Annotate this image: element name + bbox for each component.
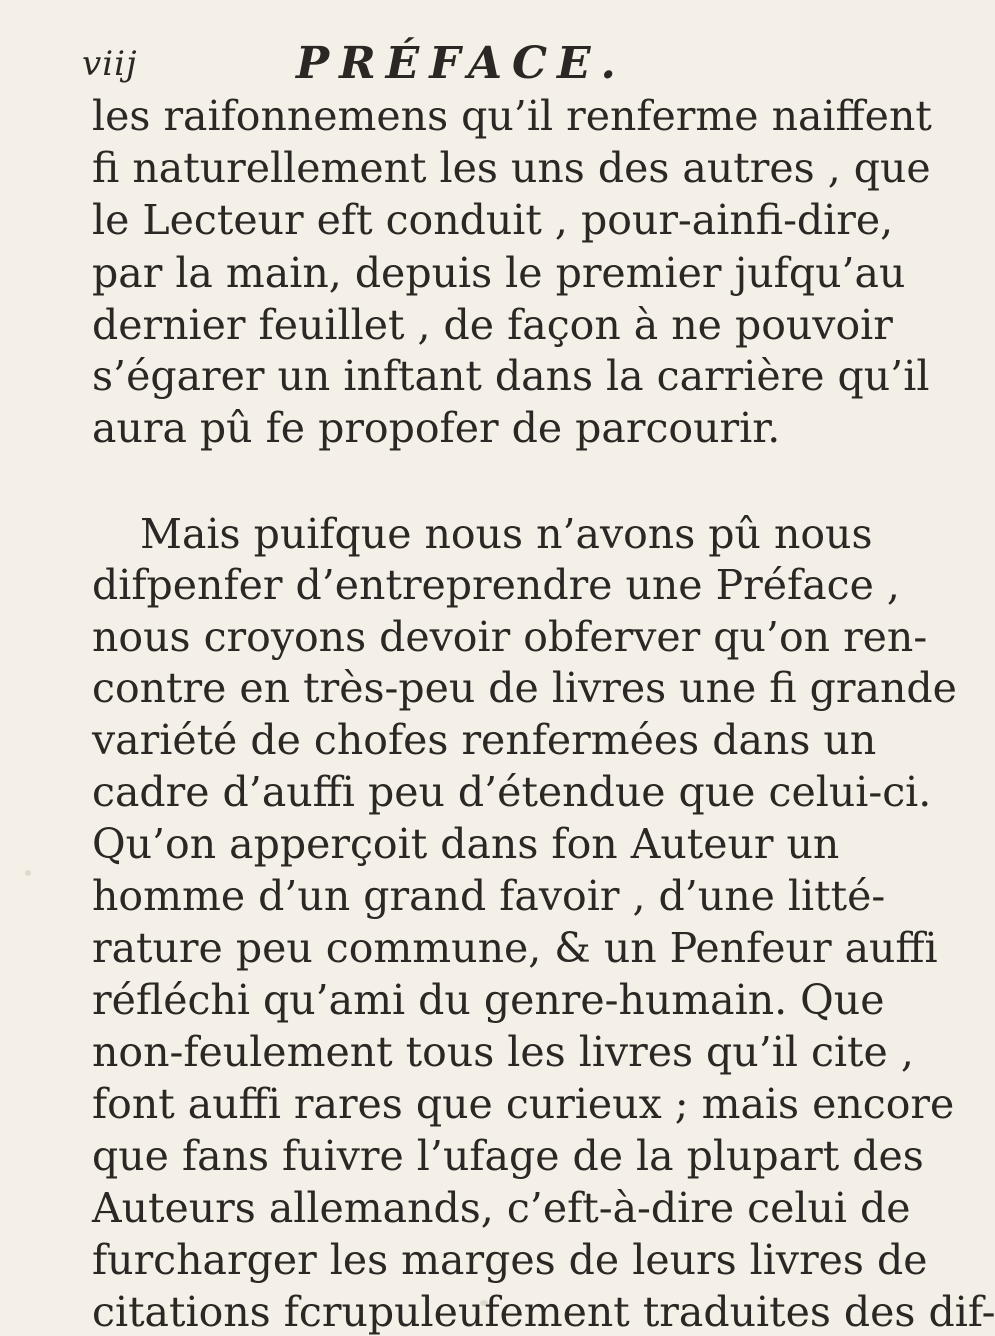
text-line: cadre d’auffi peu d’étendue que celui-ci.	[92, 768, 932, 816]
text-line: réfléchi qu’ami du genre-humain. Que	[92, 976, 885, 1024]
text-line: par la main, depuis le premier jufqu’au	[92, 249, 906, 297]
text-line: homme d’un grand favoir , d’une litté-	[92, 872, 886, 920]
text-line: s’égarer un inftant dans la carrière qu’il	[92, 352, 930, 400]
text-line: le Lecteur eft conduit , pour-ainfi-dire,	[92, 196, 894, 244]
running-title: PRÉFACE.	[296, 38, 626, 89]
page-number: viij	[82, 44, 138, 84]
ink-speck	[480, 1300, 488, 1306]
page-header	[82, 34, 742, 94]
text-line: Qu’on apperçoit dans fon Auteur un	[92, 820, 840, 868]
text-line: variété de chofes renfermées dans un	[92, 716, 877, 764]
text-line: aura pû fe propofer de parcourir.	[92, 404, 781, 452]
text-line: nous croyons devoir obferver qu’on ren-	[92, 613, 928, 661]
text-line: Mais puifque nous n’avons pû nous	[140, 510, 873, 558]
text-line: contre en très-peu de livres une fi grande	[92, 664, 957, 712]
text-line: Auteurs allemands, c’eft-à-dire celui de	[92, 1184, 911, 1232]
text-line: furcharger les marges de leurs livres de	[92, 1236, 928, 1284]
text-line: dernier feuillet , de façon à ne pouvoir	[92, 301, 893, 349]
text-line: fi naturellement les uns des autres , que	[92, 144, 931, 192]
text-line: que fans fuivre l’ufage de la plupart des	[92, 1132, 924, 1180]
text-line: les raifonnemens qu’il renferme naiffent	[92, 92, 932, 140]
ink-speck	[25, 870, 31, 876]
text-line: citations fcrupuleufement traduites des dif-	[92, 1288, 995, 1336]
text-line: rature peu commune, & un Penfeur auffi	[92, 924, 938, 972]
text-line: non-feulement tous les livres qu’il cite ,	[92, 1028, 914, 1076]
text-line: difpenfer d’entreprendre une Préface ,	[92, 561, 900, 609]
text-line: font auffi rares que curieux ; mais encore	[92, 1080, 955, 1128]
